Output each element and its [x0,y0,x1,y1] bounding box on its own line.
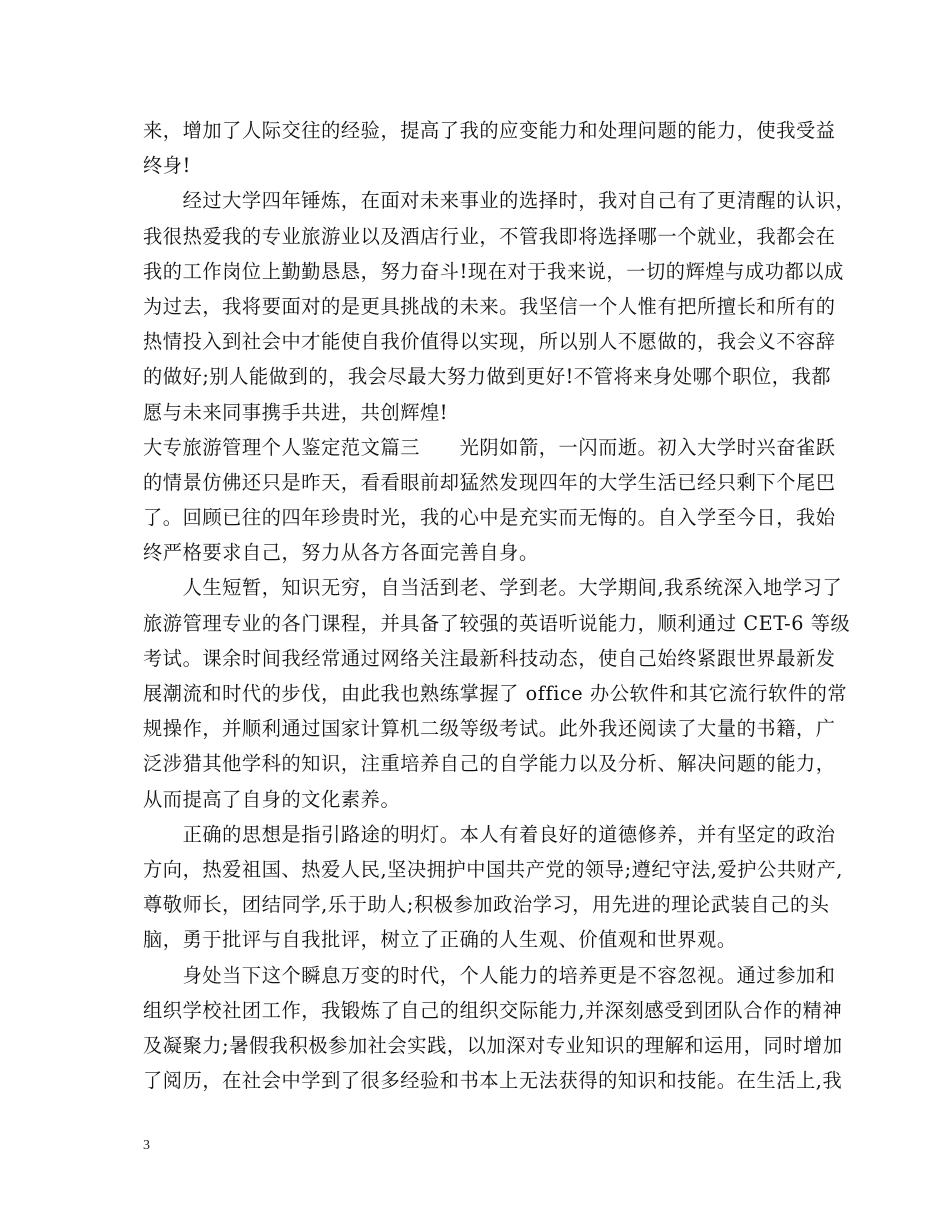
text-line: 及凝聚力;暑假我积极参加社会实践，以加深对专业知识的理解和运用，同时增加 [143,1033,843,1057]
text-line: 我很热爱我的专业旅游业以及酒店行业，不管我即将选择哪一个就业，我都会在 [143,224,836,248]
text-line: 展潮流和时代的步伐，由此我也熟练掌握了 office 办公软件和其它流行软件的常 [143,682,848,705]
text-line: 泛涉猎其他学科的知识，注重培养自己的自学能力以及分析、解决问题的能力， [143,752,836,776]
section-heading-line: 大专旅游管理个人鉴定范文篇三 光阴如箭，一闪而逝。初入大学时兴奋雀跃 [143,435,836,459]
text-line: 考试。课余时间我经常通过网络关注最新科技动态，使自己始终紧跟世界最新发 [143,646,836,670]
text-line: 组织学校社团工作，我锻炼了自己的组织交际能力,并深刻感受到团队合作的精神 [143,998,843,1022]
text-line: 旅游管理专业的各门课程，并具备了较强的英语听说能力，顺利通过 CET-6 等级 [143,611,851,635]
text-line: 了阅历，在社会中学到了很多经验和书本上无法获得的知识和技能。在生活上,我 [143,1069,843,1093]
text-line: 的情景仿佛还只是昨天，看看眼前却猛然发现四年的大学生活已经只剩下个尾巴 [143,470,836,494]
text-line: 人生短暂，知识无穷，自当活到老、学到老。大学期间,我系统深入地学习了 [143,576,843,600]
text-line: 热情投入到社会中才能使自我价值得以实现，所以别人不愿做的，我会义不容辞 [143,330,836,354]
page-number: 3 [143,1138,150,1153]
text-line: 愿与未来同事携手共进，共创辉煌! [143,400,449,424]
text-line: 脑，勇于批评与自我批评，树立了正确的人生观、价值观和世界观。 [143,928,737,952]
text-line: 为过去，我将要面对的是更具挑战的未来。我坚信一个人惟有把所擅长和所有的 [143,294,836,318]
text-line: 身处当下这个瞬息万变的时代，个人能力的培养更是不容忽视。通过参加和 [143,963,836,987]
text-line: 我的工作岗位上勤勤恳恳，努力奋斗!现在对于我来说，一切的辉煌与成功都以成 [143,259,844,283]
text-line: 正确的思想是指引路途的明灯。本人有着良好的道德修养，并有坚定的政治 [143,822,836,846]
text-line: 来，增加了人际交往的经验，提高了我的应变能力和处理问题的能力，使我受益 [143,119,836,142]
text-line: 尊敬师长，团结同学,乐于助人;积极参加政治学习，用先进的理论武装自己的头 [143,893,830,917]
text-line: 终严格要求自己，努力从各方各面完善自身。 [143,541,539,565]
document-body [143,113,856,1098]
text-line: 规操作，并顺利通过国家计算机二级等级考试。此外我还阅读了大量的书籍，广 [143,717,836,741]
text-line: 了。回顾已往的四年珍贵时光，我的心中是充实而无悔的。自入学至今日，我始 [143,506,836,530]
text-line: 经过大学四年锤炼，在面对未来事业的选择时，我对自己有了更清醒的认识， [143,189,856,213]
text-line: 从而提高了自身的文化素养。 [143,787,401,811]
text-line: 终身! [143,154,191,178]
text-line: 的做好;别人能做到的，我会尽最大努力做到更好!不管将来身处哪个职位，我都 [143,365,832,389]
text-line: 方向，热爱祖国、热爱人民,坚决拥护中国共产党的领导;遵纪守法,爱护公共财产, [143,857,843,881]
